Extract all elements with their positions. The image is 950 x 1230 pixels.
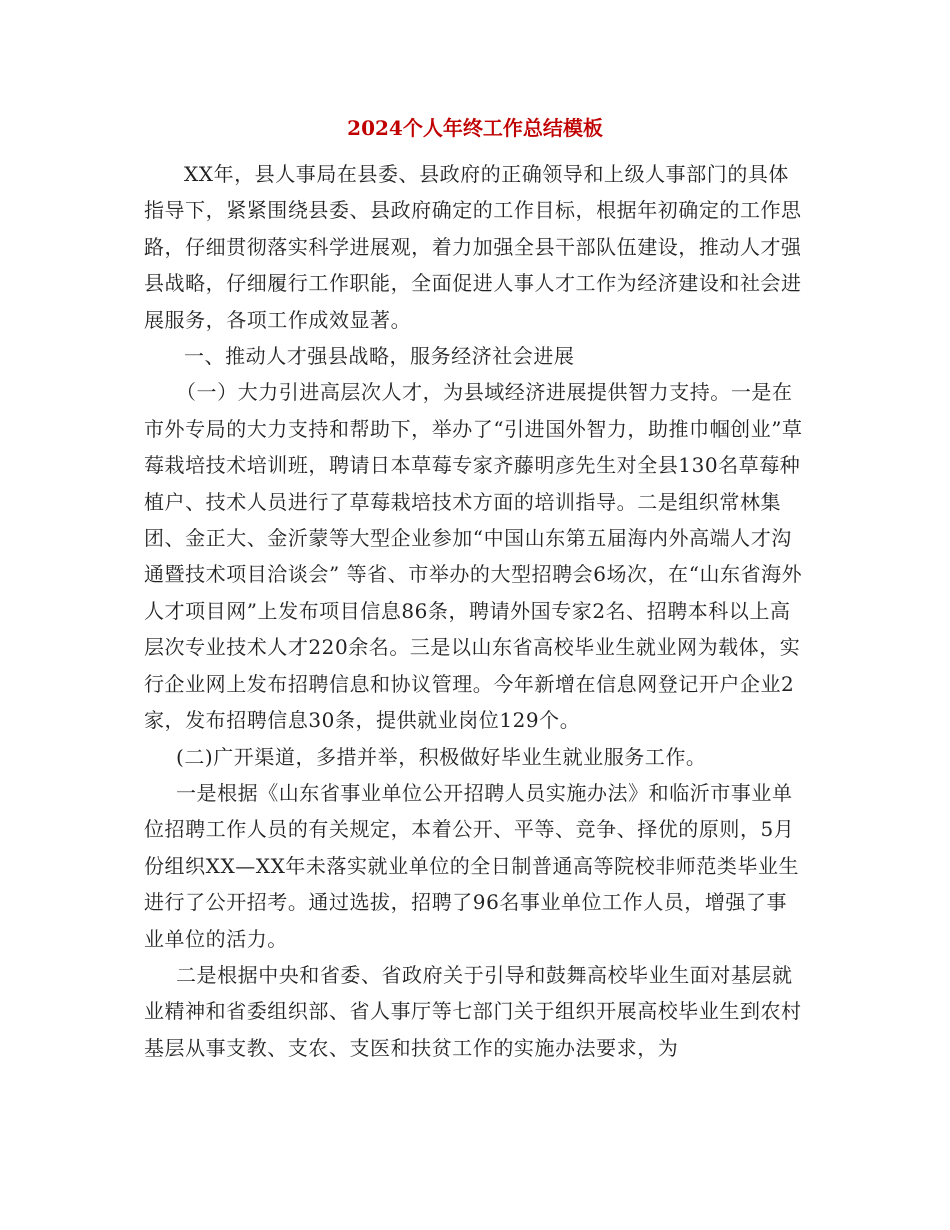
paragraph-intro: XX年，县人事局在县委、县政府的正确领导和上级人事部门的具体指导下，紧紧围绕县委、县政府确定的工作目标，根据年初确定的工作思路，仔细贯彻落实科学进展观，着力加强全县干部队伍建设，推动人才强县战略，仔细履行工作职能，全面促进人事人才工作为经济建设和社会进展服务，各项工作成效显著。: [144, 162, 802, 332]
paragraph-subsection-2-item-2: 二是根据中央和省委、省政府关于引导和鼓舞高校毕业生面对基层就业精神和省委组织部、省人事厅等七部门关于组织开展高校毕业生到农村基层从事支教、支农、支医和扶贫工作的实施办法要求，为: [144, 962, 802, 1060]
section-heading-1: 一、推动人才强县战略，服务经济社会进展: [184, 344, 575, 369]
subsection-heading-2: (二)广开渠道，多措并举，积极做好毕业生就业服务工作。: [176, 744, 707, 769]
paragraph-subsection-1: （一）大力引进高层次人才，为县域经济进展提供智力支持。一是在市外专局的大力支持和帮助下，举办了“引进国外智力，助推巾帼创业”草莓栽培技术培训班，聘请日本草莓专家齐藤明彦先生对全县130名草莓种植户、技术人员进行了草莓栽培技术方面的培训指导。二是组织常林集团、金正大、金沂蒙等大型企业参加“中国山东第五届海内外高端人才沟通暨技术项目洽谈会” 等省、市举办的大型招聘会6场次，在“山东省海外人才项目网”上发布项目信息86条，聘请外国专家2名、招聘本科以上高层次专业技术人才220余名。三是以山东省高校毕业生就业网为载体，实行企业网上发布招聘信息和协议管理。今年新增在信息网登记开户企业2家，发布招聘信息30条，提供就业岗位129个。: [144, 380, 803, 733]
document-body: [144, 156, 806, 1066]
document-title: 2024个人年终工作总结模板: [347, 116, 603, 140]
paragraph-subsection-2-item-1: 一是根据《山东省事业单位公开招聘人员实施办法》和临沂市事业单位招聘工作人员的有关规定，本着公开、平等、竞争、择优的原则，5月份组织XX—XX年未落实就业单位的全日制普通高等院校非师范类毕业生进行了公开招考。通过选拔，招聘了96名事业单位工作人员，增强了事业单位的活力。: [144, 780, 800, 951]
